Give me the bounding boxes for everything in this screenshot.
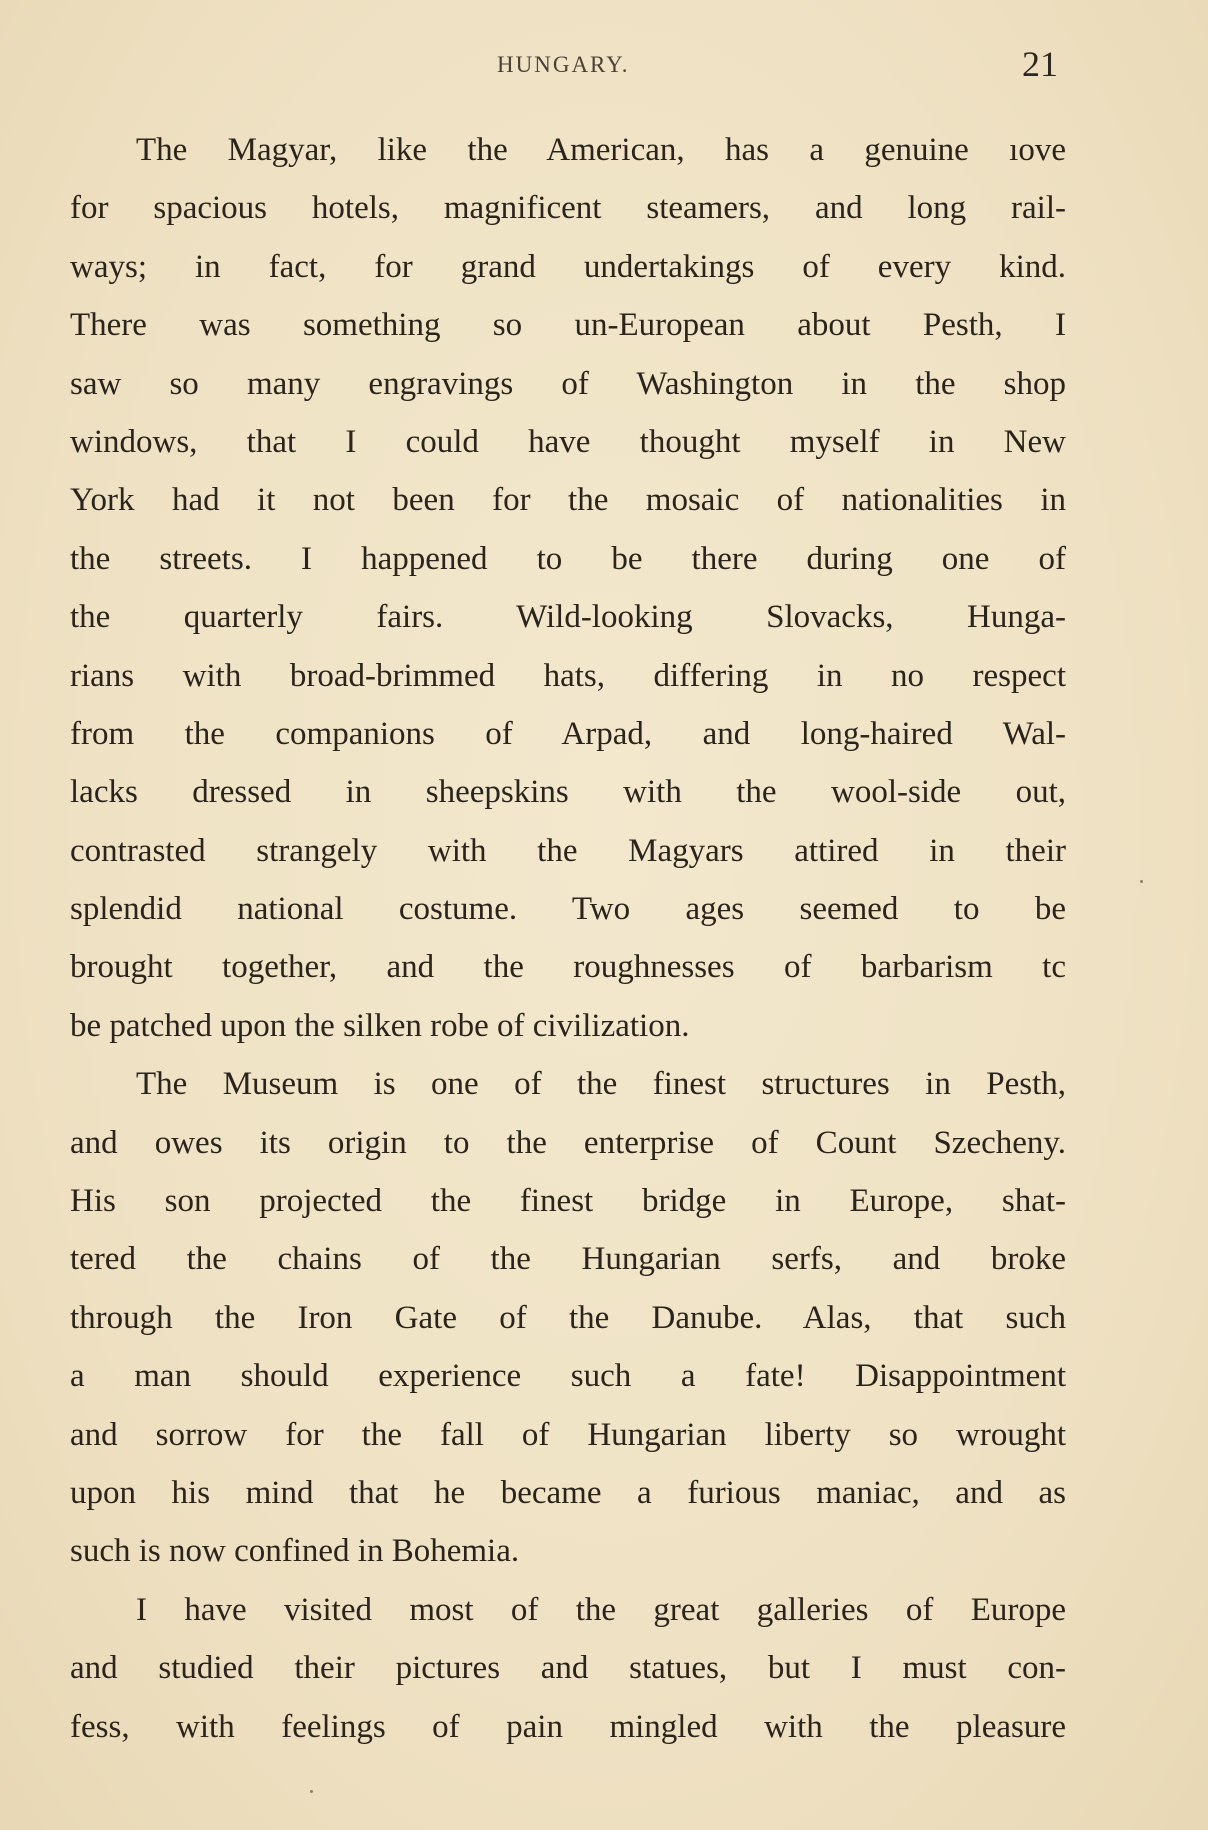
text-line: windows, that I could have thought myself in New — [70, 423, 1066, 460]
text-line: such is now confined in Bohemia. — [70, 1533, 520, 1570]
text-line: His son projected the finest bridge in Europe, shat- — [70, 1183, 1066, 1220]
paper-speck — [1140, 880, 1143, 883]
text-line: the quarterly fairs. Wild-looking Slovacks, Hunga- — [70, 599, 1066, 636]
text-line: a man should experience such a fate! Disappointment — [70, 1358, 1066, 1395]
text-line: York had it not been for the mosaic of nationalities in — [70, 482, 1066, 519]
text-line: and sorrow for the fall of Hungarian liberty so wrought — [70, 1416, 1066, 1453]
text-line: ways; in fact, for grand undertakings of every kind. — [70, 248, 1066, 285]
text-line: The Museum is one of the finest structures in Pesth, — [136, 1066, 1066, 1103]
text-line: rians with broad-brimmed hats, differing in no respect — [70, 657, 1066, 694]
text-line: saw so many engravings of Washington in the shop — [70, 365, 1066, 402]
page-number: 21 — [1022, 44, 1058, 84]
text-line: The Magyar, like the American, has a genuine ıove — [136, 132, 1066, 168]
text-line: contrasted strangely with the Magyars attired in their — [70, 832, 1066, 869]
text-line: brought together, and the roughnesses of barbarism tc — [70, 949, 1066, 986]
text-line: for spacious hotels, magnificent steamers, and long rail- — [70, 190, 1066, 227]
text-line: upon his mind that he became a furious maniac, and as — [70, 1474, 1066, 1511]
text-line: through the Iron Gate of the Danube. Alas, that such — [70, 1299, 1066, 1336]
text-line: and studied their pictures and statues, but I must con- — [70, 1650, 1066, 1687]
running-head: HUNGARY. — [497, 52, 630, 77]
text-line: splendid national costume. Two ages seemed to be — [70, 891, 1066, 928]
text-line: There was something so un-European about Pesth, I — [70, 307, 1066, 344]
text-line: lacks dressed in sheepskins with the wool-side out, — [70, 774, 1066, 811]
text-line: the streets. I happened to be there during one of — [70, 540, 1066, 577]
text-line: tered the chains of the Hungarian serfs, and broke — [70, 1241, 1066, 1278]
text-line: fess, with feelings of pain mingled with the pleasure — [70, 1708, 1066, 1745]
text-line: I have visited most of the great galleries of Europe — [136, 1591, 1066, 1628]
body-text — [70, 121, 1066, 1756]
paper-speck — [310, 1790, 313, 1793]
text-line: from the companions of Arpad, and long-haired Wal- — [70, 715, 1066, 752]
text-line: be patched upon the silken robe of civilization. — [70, 1007, 690, 1044]
text-line: and owes its origin to the enterprise of Count Szecheny. — [70, 1124, 1066, 1161]
